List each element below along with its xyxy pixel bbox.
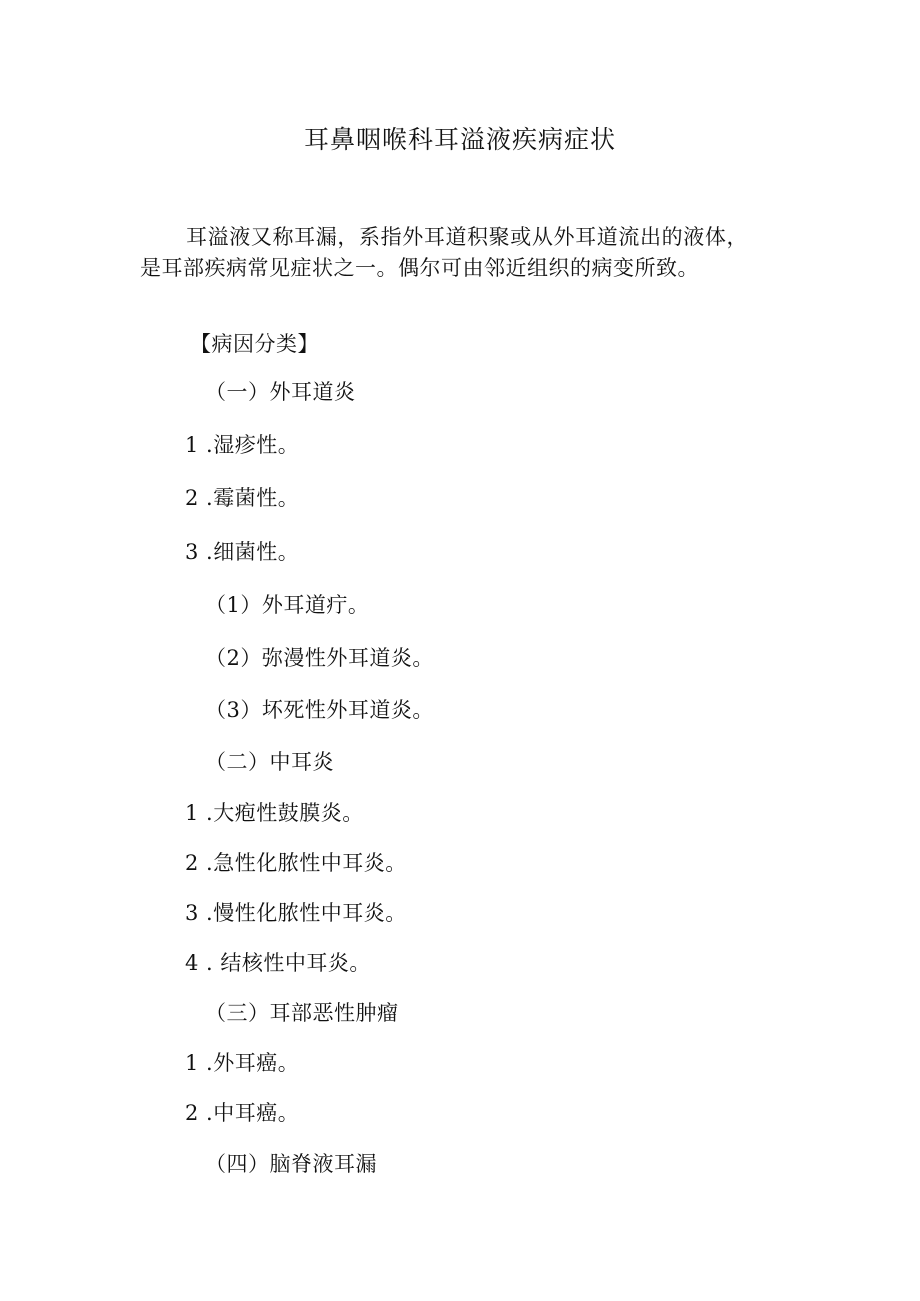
list-item: 1 .湿疹性。	[185, 433, 300, 457]
sub-list-item: （3）坏死性外耳道炎。	[205, 698, 434, 722]
list-item: 1 .外耳癌。	[185, 1051, 300, 1075]
category-heading: （一）外耳道炎	[205, 380, 356, 404]
document-title: 耳鼻咽喉科耳溢液疾病症状	[303, 125, 616, 154]
list-item: 1 .大疱性鼓膜炎。	[185, 801, 364, 825]
section-heading-etiology: 【病因分类】	[190, 332, 319, 356]
sub-list-item: （2）弥漫性外耳道炎。	[205, 646, 434, 670]
category-heading: （二）中耳炎	[205, 750, 334, 774]
sub-list-item: （1）外耳道疔。	[205, 593, 370, 617]
list-item: 4 . 结核性中耳炎。	[185, 951, 371, 975]
list-item: 3 .慢性化脓性中耳炎。	[185, 901, 407, 925]
list-item: 2 .急性化脓性中耳炎。	[185, 851, 407, 875]
list-item: 2 .霉菌性。	[185, 486, 300, 510]
category-heading: （三）耳部恶性肿瘤	[205, 1001, 399, 1025]
intro-paragraph: 耳溢液又称耳漏，系指外耳道积聚或从外耳道流出的液体，是耳部疾病常见症状之一。偶尔可由邻近组织的病变所致。	[140, 225, 748, 280]
list-item: 3 .细菌性。	[185, 540, 300, 564]
category-heading: （四）脑脊液耳漏	[205, 1152, 377, 1176]
list-item: 2 .中耳癌。	[185, 1101, 300, 1125]
